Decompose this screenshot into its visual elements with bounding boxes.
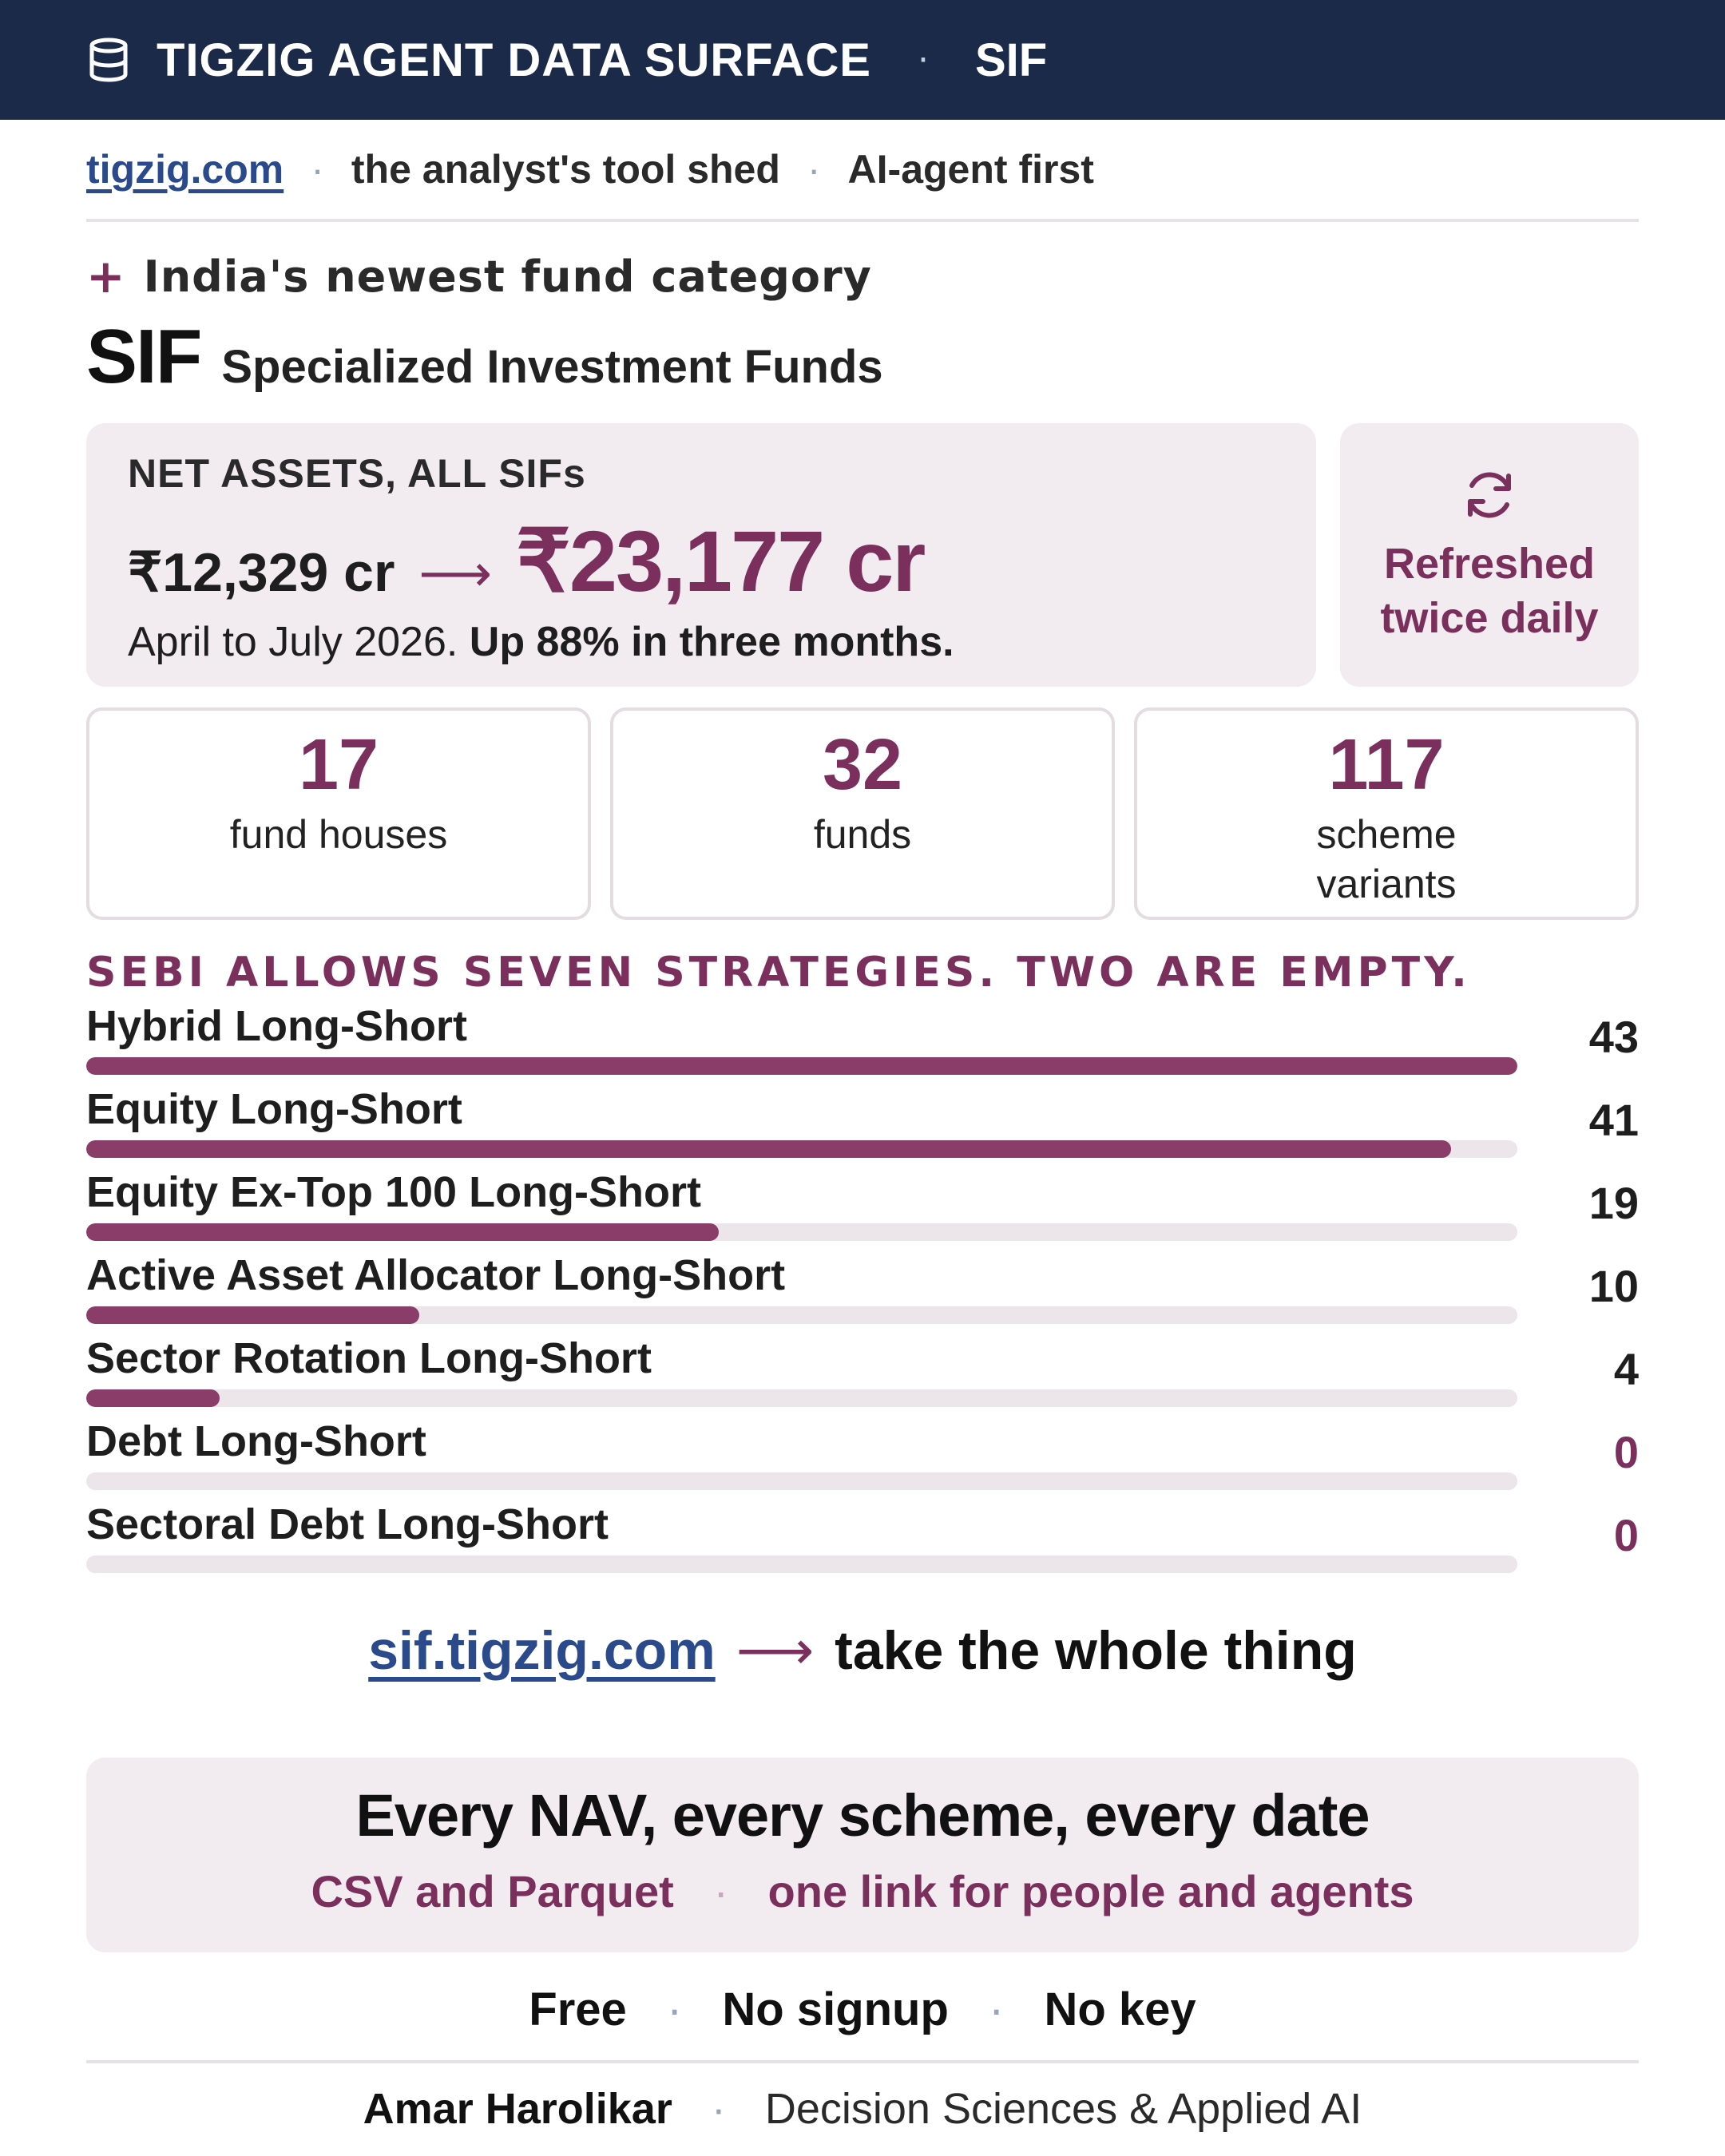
kicker-text: India's newest fund category	[143, 251, 872, 302]
data-offer-subline	[86, 1865, 1639, 1917]
cta-text: take the whole thing	[835, 1620, 1357, 1681]
refresh-icon	[1459, 465, 1520, 525]
strategy-row	[86, 1167, 1639, 1250]
stat-number: 32	[822, 725, 903, 805]
net-assets-period	[128, 618, 1275, 666]
stat-funds	[610, 707, 1115, 920]
top-banner	[0, 0, 1725, 120]
strategy-name: Sector Rotation Long-Short	[86, 1334, 652, 1382]
perk-no-signup: No signup	[722, 1984, 949, 2035]
author-role: Decision Sciences & Applied AI	[764, 2085, 1362, 2133]
tagline-separator-2: ·	[807, 147, 821, 192]
data-offer-card	[86, 1758, 1639, 1952]
call-to-action	[86, 1619, 1639, 1682]
net-assets-label: NET ASSETS, ALL SIFs	[128, 451, 586, 496]
title-full: Specialized Investment Funds	[221, 341, 883, 393]
data-audience-text: one link for people and agents	[767, 1866, 1414, 1916]
perks-line	[86, 1983, 1639, 2063]
strategy-name: Hybrid Long-Short	[86, 1002, 467, 1050]
tagline-part-1: the analyst's tool shed	[351, 147, 780, 192]
strategy-bar-track	[86, 1306, 1517, 1324]
strategy-name: Debt Long-Short	[86, 1417, 426, 1465]
strategy-count: 41	[1588, 1095, 1639, 1145]
author-name: Amar Harolikar	[363, 2085, 672, 2133]
strategies-heading: SEBI ALLOWS SEVEN STRATEGIES. TWO ARE EMPTY.	[86, 949, 1471, 997]
strategy-bar	[86, 1223, 719, 1241]
data-format-text: CSV and Parquet	[311, 1866, 674, 1916]
strategy-bar-track	[86, 1140, 1517, 1158]
perk-no-key: No key	[1044, 1984, 1196, 2035]
strategy-bar	[86, 1389, 220, 1407]
stat-label: fund houses	[229, 812, 448, 857]
stat-number: 117	[1328, 725, 1445, 805]
strategy-count: 0	[1613, 1510, 1639, 1560]
strategy-bar-track	[86, 1389, 1517, 1407]
stat-fund-houses	[86, 707, 591, 920]
summary-row	[86, 423, 1639, 687]
stat-scheme-variants	[1134, 707, 1639, 920]
strategy-bar	[86, 1140, 1451, 1158]
site-link[interactable]: tigzig.com	[86, 147, 284, 192]
strategy-count: 4	[1613, 1344, 1639, 1394]
perk-free: Free	[529, 1984, 627, 2035]
net-assets-from: ₹12,329 cr	[128, 542, 395, 603]
net-assets-card	[86, 423, 1316, 687]
tagline-separator-1: ·	[311, 147, 324, 192]
strategy-name: Equity Long-Short	[86, 1085, 462, 1133]
net-assets-to: ₹23,177 cr	[516, 513, 925, 609]
strategy-name: Active Asset Allocator Long-Short	[86, 1251, 786, 1299]
strategy-count: 43	[1588, 1012, 1639, 1062]
strategy-count: 0	[1613, 1427, 1639, 1477]
tagline	[86, 120, 1639, 222]
strategy-count: 10	[1588, 1261, 1639, 1311]
stats-row	[86, 707, 1639, 920]
stat-number: 17	[298, 725, 379, 805]
data-offer-separator: ·	[713, 1866, 728, 1916]
data-offer-headline: Every NAV, every scheme, every date	[355, 1782, 1370, 1849]
refresh-line-2: twice daily	[1380, 594, 1599, 642]
period-text: April to July 2026.	[128, 619, 458, 665]
refresh-line-1: Refreshed	[1383, 540, 1596, 588]
page-title	[86, 313, 1639, 401]
footer-separator: ·	[711, 2085, 726, 2133]
title-abbrev: SIF	[86, 314, 201, 399]
perk-separator-1: ·	[666, 1984, 683, 2035]
strategy-row	[86, 1417, 1639, 1500]
growth-text: Up 88% in three months.	[469, 619, 954, 665]
sif-site-link[interactable]: sif.tigzig.com	[368, 1620, 716, 1681]
strategy-bar-track	[86, 1556, 1517, 1573]
main-content	[86, 120, 1639, 2134]
banner-title: TIGZIG AGENT DATA SURFACE	[157, 34, 871, 86]
strategy-bar-track	[86, 1472, 1517, 1490]
plus-icon: +	[86, 249, 126, 303]
net-assets-values	[128, 511, 1275, 612]
tagline-part-2: AI-agent first	[847, 147, 1094, 192]
refresh-card	[1340, 423, 1639, 687]
strategy-name: Sectoral Debt Long-Short	[86, 1500, 609, 1548]
kicker	[86, 249, 1639, 303]
arrow-right-icon: ⟶	[736, 1620, 815, 1681]
strategy-row	[86, 1500, 1639, 1583]
arrow-right-icon: ⟶	[418, 545, 493, 604]
strategy-row	[86, 1001, 1639, 1084]
strategy-name: Equity Ex-Top 100 Long-Short	[86, 1168, 702, 1216]
database-icon	[88, 38, 129, 82]
strategy-bar-track	[86, 1223, 1517, 1241]
strategy-row	[86, 1084, 1639, 1167]
stat-label: funds	[813, 812, 912, 857]
banner-separator: ·	[917, 39, 929, 81]
strategy-bar	[86, 1057, 1517, 1075]
strategy-row	[86, 1250, 1639, 1334]
stat-label: scheme variants	[1316, 812, 1457, 906]
banner-code: SIF	[974, 34, 1048, 86]
strategy-bar-track	[86, 1057, 1517, 1075]
strategy-bar	[86, 1306, 419, 1324]
strategy-count: 19	[1588, 1178, 1639, 1228]
footer-credit	[86, 2084, 1639, 2134]
perk-separator-2: ·	[989, 1984, 1005, 2035]
strategy-bar-list	[86, 1001, 1639, 1583]
strategy-row	[86, 1334, 1639, 1417]
